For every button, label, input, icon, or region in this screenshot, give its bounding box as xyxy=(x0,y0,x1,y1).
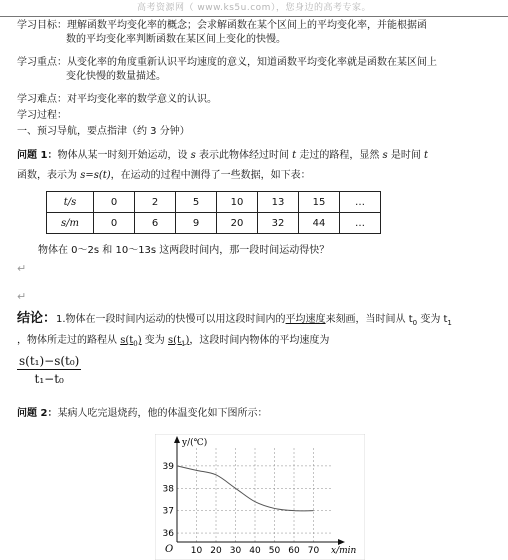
chart-frame xyxy=(155,434,365,560)
conclusion-label: 结论： xyxy=(17,311,57,326)
table-cell: 10 xyxy=(217,192,258,213)
table-cell: 32 xyxy=(258,213,299,234)
conclusion-line-1: 结论：1.物体在一段时间内运动的快慢可以用这段时间内的平均速度来刻画，当时间从 $t_0$ 变为 $t_1$ xyxy=(17,311,452,327)
table-cell: 9 xyxy=(176,213,217,234)
x-tick-label: 20 xyxy=(210,546,222,556)
table-row xyxy=(47,213,381,234)
goal-line-1: 学习目标：理解函数平均变化率的概念；会求解函数在某个区间上的平均变化率，并能根据函 xyxy=(17,20,427,31)
x-tick-label: 30 xyxy=(229,546,242,556)
table-cell: s/m xyxy=(47,213,94,234)
table-cell: 13 xyxy=(258,192,299,213)
key-point-line-1: 学习重点：从变化率的角度重新认识平均速度的意义，知道函数平均变化率就是函数在某区间上 xyxy=(17,57,437,68)
y-tick-label: 36 xyxy=(162,529,174,540)
average-speed-term: 平均速度 xyxy=(285,314,326,325)
function-formula: s=s(t) xyxy=(80,170,111,181)
paragraph-return-icon: ↵ xyxy=(17,262,27,275)
table-cell: 0 xyxy=(94,213,135,234)
table-cell: 20 xyxy=(217,213,258,234)
table-cell: t/s xyxy=(47,192,94,213)
fraction-numerator: s(t₁)−s(t₀) xyxy=(19,354,80,368)
temperature-chart xyxy=(155,434,365,560)
goal-line-2: 数的平均变化率判断函数在某区间上变化的快慢。 xyxy=(66,34,286,45)
table-cell: 0 xyxy=(94,192,135,213)
table-cell: 44 xyxy=(299,213,340,234)
problem1-line-2: 函数，表示为 s=s(t)，在运动的过程中测得了一些数据，如下表： xyxy=(17,170,311,181)
fraction-denominator: t₁−t₀ xyxy=(34,372,64,386)
average-speed-fraction xyxy=(17,354,81,386)
x-tick-label: 70 xyxy=(307,546,320,556)
x-tick-label: 10 xyxy=(190,546,203,556)
conclusion-line-2: ，物体所走过的路程从 $s(t_0)$ 变为 $s(t_1)$，这段时间内物体的平均速度为 xyxy=(17,335,330,348)
table-cell: 2 xyxy=(135,192,176,213)
x-axis-label: x/min xyxy=(331,546,357,556)
y-tick-label: 39 xyxy=(162,461,174,472)
table-cell: … xyxy=(340,192,381,213)
table-cell: … xyxy=(340,213,381,234)
x-tick-label: 40 xyxy=(249,546,261,556)
y-tick-label: 38 xyxy=(162,484,174,495)
table-cell: 6 xyxy=(135,213,176,234)
table-row xyxy=(47,192,381,213)
page-header: 高考资源网（ www.ks5u.com），您身边的高考专家。 xyxy=(0,0,508,17)
time-distance-table xyxy=(46,191,381,234)
problem1-line-1: 问题 1：物体从某一时刻开始运动，设 s 表示此物体经过时间 t 走过的路程，显然 s 是时间 t xyxy=(17,150,429,161)
y-axis-label: y/(℃) xyxy=(182,438,208,448)
table-cell: 5 xyxy=(176,192,217,213)
problem2-line: 问题 2：某病人吃完退烧药，他的体温变化如下图所示： xyxy=(17,408,268,419)
process-line: 学习过程： xyxy=(17,110,67,121)
problem1-label: 问题 1： xyxy=(17,150,58,161)
x-tick-label: 60 xyxy=(288,546,300,556)
y-tick-label: 37 xyxy=(162,506,174,517)
paragraph-return-icon: ↵ xyxy=(17,290,27,303)
difficulty-line: 学习难点：对平均变化率的数学意义的认识。 xyxy=(17,94,217,105)
problem2-label: 问题 2： xyxy=(17,408,58,419)
table-cell: 15 xyxy=(299,192,340,213)
origin-label: O xyxy=(165,544,174,555)
problem1-question: 物体在 0～2s 和 10～13s 这两段时间内，那一段时间运动得快？ xyxy=(38,245,330,256)
section-heading: 一、预习导航，要点指津（约 3 分钟） xyxy=(17,126,190,137)
key-point-line-2: 变化快慢的数量描述。 xyxy=(66,71,166,82)
x-tick-label: 50 xyxy=(268,546,281,556)
